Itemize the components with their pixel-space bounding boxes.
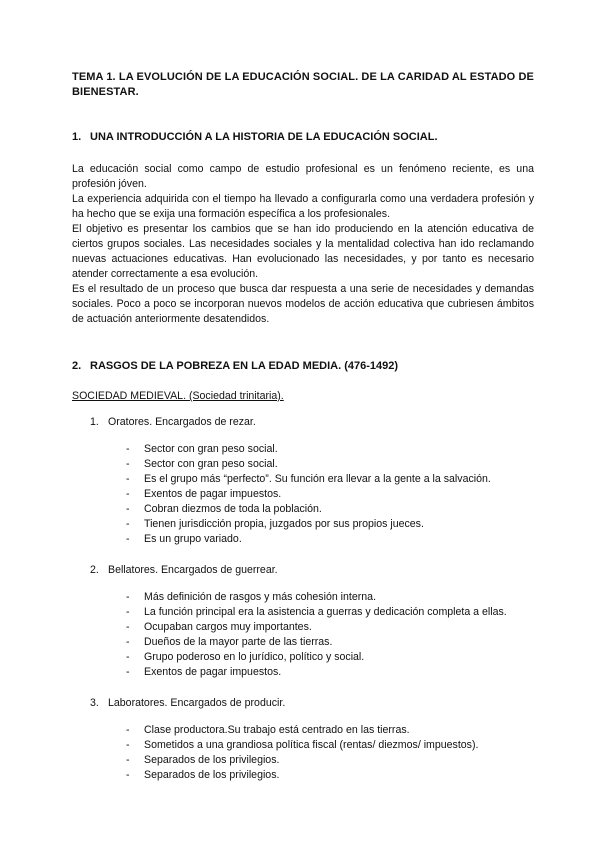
list-item	[126, 532, 534, 547]
list-item	[126, 472, 534, 487]
list-item	[126, 605, 534, 620]
dash-bullet: -	[126, 503, 130, 515]
dash-bullet: -	[126, 443, 130, 455]
dash-bullet: -	[126, 724, 130, 736]
dash-bullet: -	[126, 769, 130, 781]
list-item-text: Ocupaban cargos muy importantes.	[144, 621, 312, 633]
list-item	[126, 442, 534, 457]
section-2-title: RASGOS DE LA POBREZA EN LA EDAD MEDIA. (476-1492)	[90, 360, 399, 372]
dash-bullet: -	[126, 458, 130, 470]
dash-bullet: -	[126, 606, 130, 618]
list-item-text: Grupo poderoso en lo jurídico, político y social.	[144, 651, 365, 663]
dash-bullet: -	[126, 533, 130, 545]
list-item-text: Es un grupo variado.	[144, 533, 242, 545]
paragraph: La experiencia adquirida con el tiempo ha llevado a configurarla como una verdadera profesión y ha hecho que se exija una formación específica a los profesionales.	[72, 193, 534, 220]
list-item	[126, 753, 534, 768]
dash-bullet: -	[126, 621, 130, 633]
class-number: 3.	[90, 697, 99, 709]
list-item-text: Separados de los privilegios.	[144, 769, 280, 781]
list-item-text: Tienen jurisdicción propia, juzgados por sus propios jueces.	[144, 518, 424, 530]
bellatores-bullet-list	[72, 590, 534, 680]
class-number: 1.	[90, 416, 99, 428]
list-item	[126, 738, 534, 753]
list-item-text: Separados de los privilegios.	[144, 754, 280, 766]
list-item	[126, 487, 534, 502]
laboratores-bullet-list	[72, 723, 534, 783]
class-label: Bellatores. Encargados de guerrear.	[108, 564, 278, 576]
list-item-text: Sector con gran peso social.	[144, 458, 278, 470]
list-item-text: Exentos de pagar impuestos.	[144, 666, 282, 678]
list-item	[126, 665, 534, 680]
list-item	[126, 457, 534, 472]
section-1-body	[72, 162, 534, 327]
section-1-number: 1.	[72, 131, 82, 143]
list-item	[126, 517, 534, 532]
list-item	[126, 723, 534, 738]
list-item	[126, 502, 534, 517]
dash-bullet: -	[126, 651, 130, 663]
list-item-text: Sector con gran peso social.	[144, 443, 278, 455]
society-label: SOCIEDAD MEDIEVAL. (Sociedad trinitaria).	[72, 390, 284, 402]
paragraph: La educación social como campo de estudio profesional es un fenómeno reciente, es una profesión jóven.	[72, 163, 534, 190]
list-item-text: La función principal era la asistencia a guerras y dedicación completa a ellas.	[144, 606, 507, 618]
class-label: Laboratores. Encargados de producir.	[108, 697, 286, 709]
section-1-title: UNA INTRODUCCIÓN A LA HISTORIA DE LA EDUCACIÓN SOCIAL.	[90, 131, 438, 143]
list-item	[126, 650, 534, 665]
class-item-laboratores	[90, 696, 534, 711]
section-2-heading	[72, 359, 534, 373]
section-1-heading	[72, 130, 534, 144]
list-item-text: Más definición de rasgos y más cohesión interna.	[144, 591, 377, 603]
dash-bullet: -	[126, 473, 130, 485]
list-item	[126, 620, 534, 635]
list-item	[126, 768, 534, 783]
list-item-text: Es el grupo más “perfecto”. Su función era llevar a la gente a la salvación.	[144, 473, 491, 485]
dash-bullet: -	[126, 518, 130, 530]
dash-bullet: -	[126, 636, 130, 648]
oratores-bullet-list	[72, 442, 534, 547]
paragraph: El objetivo es presentar los cambios que se han ido produciendo en la atención educativa de ciertos grupos sociales. Las necesidades sociales y la mentalidad colectiva han ido reclamando nuevas actuaciones educativas. Han evolucionado las necesidades, y por tanto es necesario atender correctamente a esa evolución.	[72, 223, 534, 280]
class-label: Oratores. Encargados de rezar.	[108, 416, 256, 428]
list-item-text: Clase productora.Su trabajo está centrado en las tierras.	[144, 724, 410, 736]
dash-bullet: -	[126, 754, 130, 766]
list-item-text: Sometidos a una grandiosa política fiscal (rentas/ diezmos/ impuestos).	[144, 739, 479, 751]
dash-bullet: -	[126, 488, 130, 500]
class-item-oratores	[90, 415, 534, 430]
dash-bullet: -	[126, 591, 130, 603]
paragraph: Es el resultado de un proceso que busca dar respuesta a una serie de necesidades y demandas sociales. Poco a poco se incorporan nuevos modelos de acción educativa que cubriesen ámbitos de actuación anteriormente desatendidos.	[72, 283, 534, 325]
list-item-text: Cobran diezmos de toda la población.	[144, 503, 322, 515]
dash-bullet: -	[126, 739, 130, 751]
class-item-bellatores	[90, 563, 534, 578]
dash-bullet: -	[126, 666, 130, 678]
list-item	[126, 635, 534, 650]
document-title: TEMA 1. LA EVOLUCIÓN DE LA EDUCACIÓN SOCIAL. DE LA CARIDAD AL ESTADO DE BIENESTAR.	[72, 71, 534, 98]
list-item-text: Dueños de la mayor parte de las tierras.	[144, 636, 333, 648]
list-item-text: Exentos de pagar impuestos.	[144, 488, 282, 500]
section-2-number: 2.	[72, 360, 82, 372]
list-item	[126, 590, 534, 605]
class-number: 2.	[90, 564, 99, 576]
